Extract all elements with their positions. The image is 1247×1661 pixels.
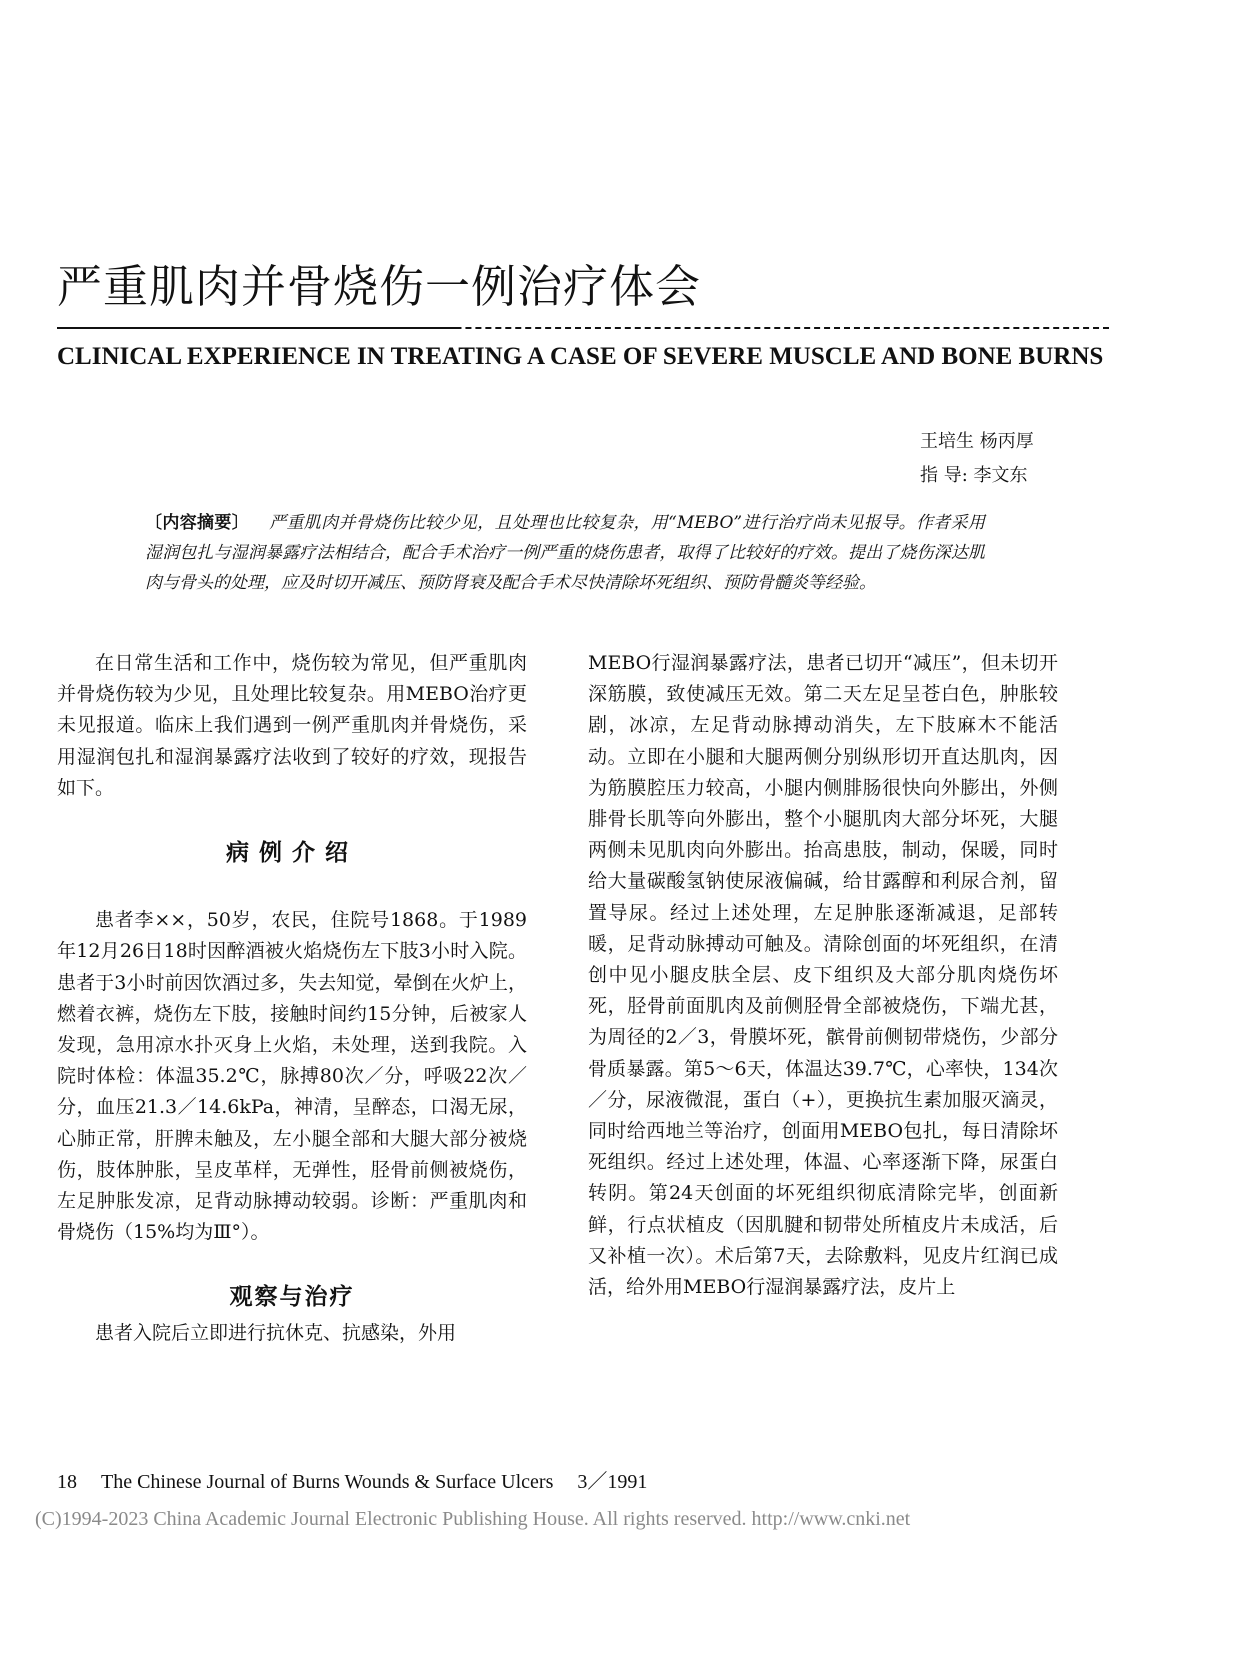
- page-title: 严重肌肉并骨烧伤一例治疗体会: [57, 260, 702, 313]
- intro-paragraph: 在日常生活和工作中，烧伤较为常见，但严重肌肉并骨烧伤较为少见，且处理比较复杂。用MEBO治疗更未见报道。临床上我们遇到一例严重肌肉并骨烧伤，采用湿润包扎和湿润暴露疗法收到了较好的疗效，现报告如下。: [57, 652, 527, 799]
- abstract-label: 〔内容摘要〕: [145, 513, 250, 533]
- section-heading-treatment: 观察与治疗: [229, 1284, 355, 1311]
- case-paragraph: 患者李××，50岁，农民，住院号1868。于1989年12月26日18时因醉酒被火焰烧伤左下肢3小时入院。患者于3小时前因饮酒过多，失去知觉，晕倒在火炉上，燃着衣裤，烧伤左下肢，接触时间约15分钟，后被家人发现，急用凉水扑灭身上火焰，未处理，送到我院。入院时体检：体温35.2℃，脉搏80次／分，呼吸22次／分，血压21.3／14.6kPa，神清，呈醉态，口渴无尿，心肺正常，肝脾未触及，左小腿全部和大腿大部分被烧伤，肢体肿胀，呈皮革样，无弹性，胫骨前侧被烧伤，左足肿胀发凉，足背动脉搏动较弱。诊断：严重肌肉和骨烧伤（15%均为Ⅲ°）。: [57, 909, 527, 1244]
- copyright-line: (C)1994-2023 China Academic Journal Electronic Publishing House. All rights reserved. http://www.cnki.net: [35, 1508, 911, 1530]
- author-names: 王培生 杨丙厚: [920, 431, 1034, 452]
- right-column: [588, 648, 1058, 1303]
- section-heading-case: 病例介绍: [226, 840, 358, 867]
- advisor-line: 指 导: 李文东: [920, 465, 1028, 486]
- page-footer: [57, 1465, 671, 1494]
- abstract-text: 严重肌肉并骨烧伤比较少见，且处理也比较复杂，用“MEBO”进行治疗尚未见报导。作者采用湿润包扎与湿润暴露疗法相结合，配合手术治疗一例严重的烧伤患者，取得了比较好的疗效。提出了烧伤深达肌肉与骨头的处理，应及时切开减压、预防肾衰及配合手术尽快清除坏死组织、预防骨髓炎等经验。: [145, 513, 985, 593]
- abstract: [145, 508, 985, 598]
- page-number: 18: [57, 1471, 77, 1493]
- treatment-paragraph-start: 患者入院后立即进行抗休克、抗感染，外用: [95, 1321, 457, 1344]
- title-rule-solid: [57, 327, 457, 329]
- issue-number: 3／1991: [577, 1471, 648, 1493]
- left-column: [57, 648, 527, 1349]
- treatment-paragraph-continued: MEBO行湿润暴露疗法，患者已切开“减压”，但未切开深筋膜，致使减压无效。第二天左足呈苍白色，肿胀较剧，冰凉，左足背动脉搏动消失，左下肢麻木不能活动。立即在小腿和大腿两侧分别纵形切开直达肌肉，因为筋膜腔压力较高，小腿内侧腓肠很快向外膨出，外侧腓骨长肌等向外膨出，整个小腿肌肉大部分坏死，大腿两侧未见肌肉向外膨出。抬高患肢，制动，保暖，同时给大量碳酸氢钠使尿液偏碱，给甘露醇和利尿合剂，留置导尿。经过上述处理，左足肿胀逐渐减退，足部转暖，足背动脉搏动可触及。清除创面的坏死组织，在清创中见小腿皮肤全层、皮下组织及大部分肌肉烧伤坏死，胫骨前面肌肉及前侧胫骨全部被烧伤，下端尤甚，为周径的2／3，骨膜坏死，髌骨前侧韧带烧伤，少部分骨质暴露。第5～6天，体温达39.7℃，心率快，134次／分，尿液微混，蛋白（+），更换抗生素加服灭滴灵，同时给西地兰等治疗，创面用MEBO包扎，每日清除坏死组织。经过上述处理，体温、心率逐渐下降，尿蛋白转阴。第24天创面的坏死组织彻底清除完毕，创面新鲜，行点状植皮（因肌腱和韧带处所植皮片未成活，后又补植一次）。术后第7天，去除敷料，见皮片红润已成活，给外用MEBO行湿润暴露疗法，皮片上: [588, 652, 1058, 1299]
- english-title: CLINICAL EXPERIENCE IN TREATING A CASE OF SEVERE MUSCLE AND BONE BURNS: [57, 343, 1104, 370]
- authors-block: [920, 425, 1034, 493]
- journal-name: The Chinese Journal of Burns Wounds & Surface Ulcers: [101, 1471, 554, 1493]
